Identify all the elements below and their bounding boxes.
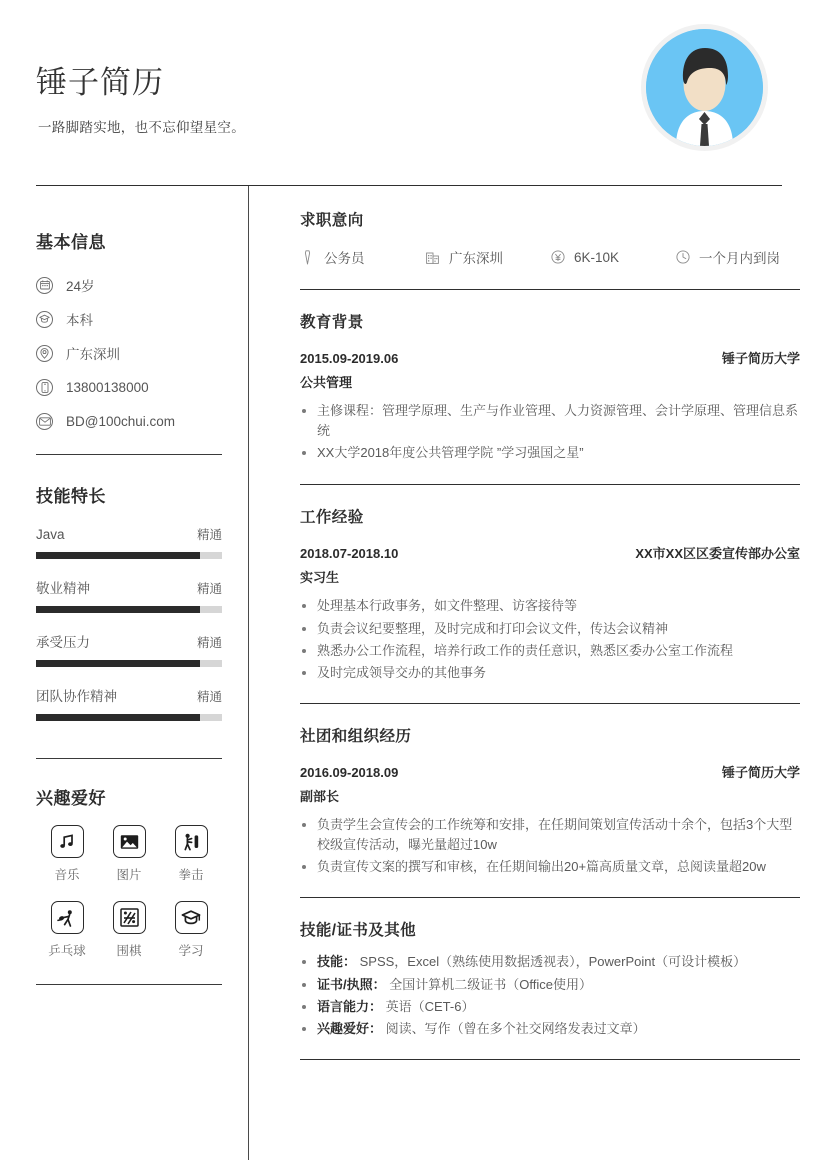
job-intention-value: 公务员 [324,251,365,266]
list-item: 处理基本行政事务，如文件整理、访客接待等 [300,596,800,616]
list-item [36,268,175,302]
skill-bar-fill [36,660,200,667]
list-item [98,901,160,977]
skill-item [36,631,222,667]
avatar-illustration-icon [646,29,763,146]
graduation-cap-icon [175,901,208,934]
section-title-skills: 技能特长 [36,487,106,506]
education-section [248,290,820,463]
sidebar [0,186,248,1160]
job-intention-list [300,247,800,267]
page-title: 锤子简历 [36,65,164,100]
basic-info-value: 13800138000 [66,379,149,395]
hobby-label: 乒乓球 [48,944,86,958]
list-item [36,825,98,901]
envelope-icon [36,413,53,430]
sidebar-divider-2 [36,758,222,759]
music-note-icon [51,825,84,858]
list-item [550,247,675,267]
job-intention-value: 6K-10K [574,249,620,265]
list-item [36,302,175,336]
image-icon [113,825,146,858]
extras-value: 阅读、写作（曾在多个社交网络发表过文章） [382,1020,646,1036]
main-content [248,186,820,1060]
header-tagline: 一路脚踏实地，也不忘仰望星空。 [38,120,245,135]
section-title-hobbies: 兴趣爱好 [36,789,106,808]
sidebar-divider-1 [36,454,222,455]
hobby-label: 学习 [178,944,204,958]
list-item [160,901,222,977]
necktie-icon [300,250,315,265]
entry-date: 2018.07-2018.10 [300,546,399,562]
skill-level: 精通 [196,636,222,650]
skill-bar-fill [36,714,200,721]
section-title-work: 工作经验 [300,509,364,527]
job-intention-value: 广东深圳 [449,251,503,266]
yen-coin-icon [550,250,565,264]
resume-header [0,0,820,186]
basic-info-value: 24岁 [66,279,95,294]
hobby-label: 拳击 [178,868,204,882]
skill-bar-fill [36,606,200,613]
hobby-label: 围棋 [116,944,142,958]
basic-info-value: 本科 [66,313,93,328]
section-title-club: 社团和组织经历 [300,727,412,745]
list-item: XX大学2018年度公共管理学院 ”学习强国之星” [300,443,800,463]
section-title-job-intention: 求职意向 [300,212,364,229]
list-item [98,825,160,901]
entry-date: 2016.09-2018.09 [300,764,399,780]
club-bullets [300,815,800,877]
building-icon [425,250,440,264]
location-pin-icon [36,345,53,362]
list-item [300,247,425,267]
entry-role: 副部长 [300,788,340,804]
extras-value: 英语（CET-6） [382,998,475,1014]
extras-bullets [300,952,800,1039]
list-item: 及时完成领导交办的其他事务 [300,663,800,683]
skill-bar-track [36,714,222,721]
skill-item [36,525,222,559]
skill-bar-track [36,606,222,613]
avatar [641,24,768,151]
section-title-extras: 技能/证书及其他 [300,922,417,940]
hobbies-section [36,784,222,977]
extras-label: 语言能力： [317,998,383,1014]
work-experience-section [248,485,820,683]
skill-bar-track [36,552,222,559]
section-title-basic-info: 基本信息 [36,233,106,252]
extras-label: 证书/执照： [317,976,386,992]
list-item [300,997,800,1017]
list-item [36,370,175,404]
list-item [300,975,800,995]
basic-info-value: 广东深圳 [66,347,120,362]
education-bullets [300,401,800,463]
list-item: 负责会议纪要整理，及时完成和打印会议文件，传达会议精神 [300,619,800,639]
clock-icon [675,250,690,264]
list-item [300,1019,800,1039]
work-entry-header [300,543,800,562]
main-divider-5 [300,1059,800,1060]
work-bullets [300,596,800,683]
extras-label: 兴趣爱好： [317,1020,383,1036]
hobby-grid [36,825,222,977]
list-item: 负责宣传文案的撰写和审核，在任期间输出20+篇高质量文章，总阅读量超20w [300,857,800,877]
skill-name: Java [36,527,65,542]
extras-value: SPSS，Excel（熟练使用数据透视表），PowerPoint（可设计模板） [356,954,747,970]
hobby-label: 图片 [116,868,142,882]
list-item [36,901,98,977]
skill-item [36,685,222,721]
boxing-icon [175,825,208,858]
list-item [675,247,800,267]
education-entry-header [300,348,800,367]
sidebar-divider-3 [36,984,222,985]
list-item [36,404,175,438]
job-intention-section [248,186,820,267]
entry-organization: 锤子简历大学 [721,351,800,366]
entry-role: 公共管理 [300,375,353,390]
skill-name: 敬业精神 [36,581,90,596]
extras-section [248,898,820,1039]
skill-level: 精通 [196,582,222,596]
skill-bar-fill [36,552,200,559]
club-experience-section [248,704,820,877]
list-item [160,825,222,901]
extras-value: 全国计算机二级证书（Office使用） [385,976,592,992]
skill-name: 承受压力 [36,635,90,650]
entry-role: 实习生 [300,570,340,586]
list-item: 主修课程：管理学原理、生产与作业管理、人力资源管理、会计学原理、管理信息系统 [300,401,800,441]
hobby-label: 音乐 [54,868,80,882]
section-title-education: 教育背景 [300,314,364,331]
entry-date: 2015.09-2019.06 [300,351,399,366]
basic-info-list [36,268,175,438]
skill-level: 精通 [196,528,222,542]
list-item [425,247,550,267]
avatar-image [646,29,763,146]
basic-info-value: BD@100chui.com [66,413,176,429]
graduation-cap-icon [36,311,53,328]
club-entry-header [300,762,800,781]
entry-organization: 锤子简历大学 [721,764,800,780]
skill-name: 团队协作精神 [36,689,117,704]
list-item: 负责学生会宣传会的工作统筹和安排，在任期间策划宣传活动十余个，包括3个大型校级宣传活动，曝光量超过10w [300,815,800,855]
list-item [36,336,175,370]
phone-icon [36,379,53,396]
skill-bar-track [36,660,222,667]
list-item: 熟悉办公工作流程，培养行政工作的责任意识，熟悉区委办公室工作流程 [300,641,800,661]
list-item [300,952,800,972]
entry-organization: XX市XX区区委宣传部办公室 [635,546,800,562]
skill-item [36,577,222,613]
table-tennis-icon [51,901,84,934]
extras-label: 技能： [317,954,357,970]
job-intention-value: 一个月内到岗 [699,251,780,266]
calendar-icon [36,277,53,294]
skill-level: 精通 [196,690,222,704]
go-board-icon [113,901,146,934]
skills-section [36,482,222,721]
